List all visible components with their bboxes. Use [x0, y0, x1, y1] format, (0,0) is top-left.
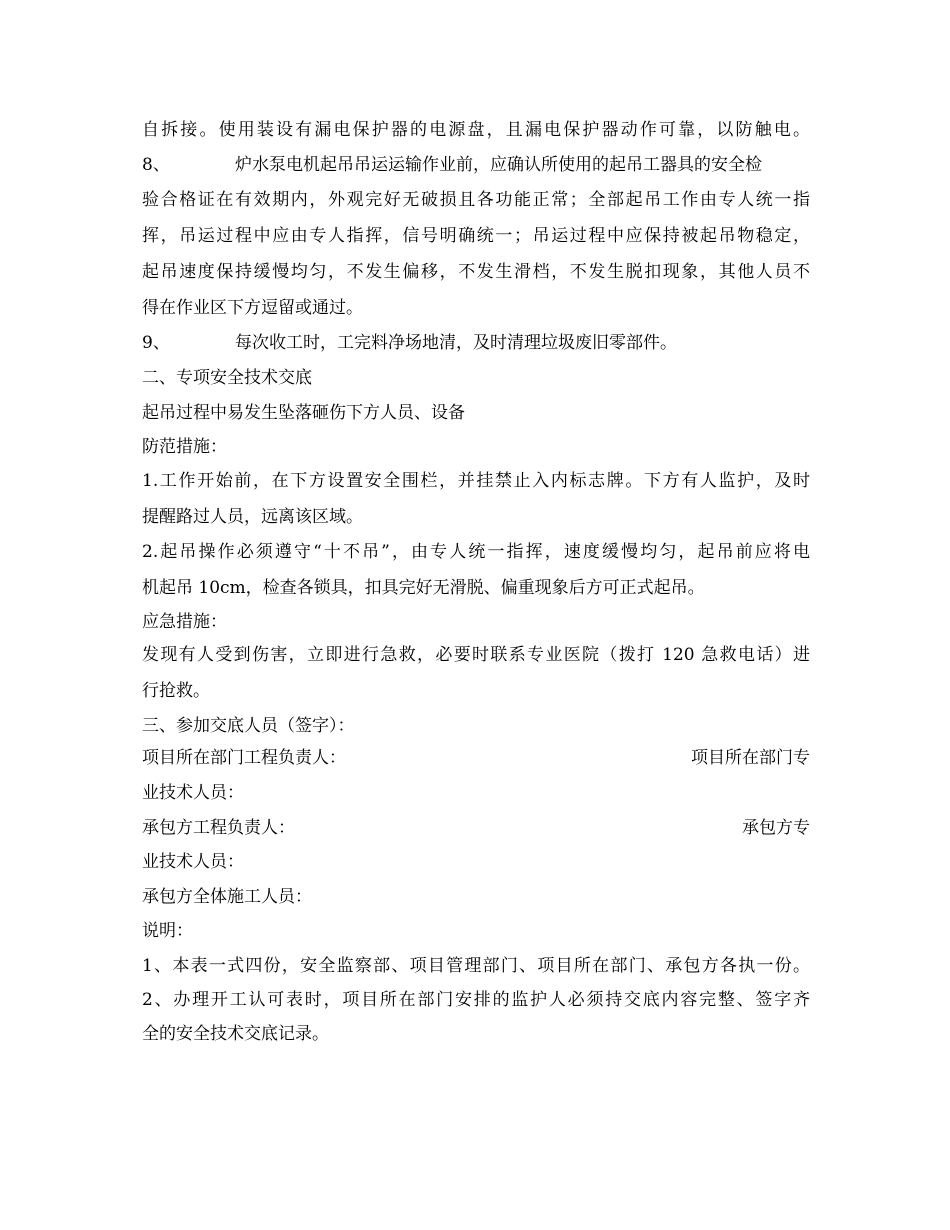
subheading-prevention: 防范措施： — [142, 437, 227, 457]
note-item: 1、本表一式四份，安全监察部、项目管理部门、项目所在部门、承包方各执一份。 — [142, 956, 810, 976]
signature-label: 项目所在部门工程负责人： — [142, 748, 346, 768]
text-line: 业技术人员： — [142, 852, 244, 872]
text-line: 挥，吊运过程中应由专人指挥，信号明确统一；吊运过程中应保持被起吊物稳定， — [142, 226, 810, 246]
text-line: 自拆接。使用装设有漏电保护器的电源盘，且漏电保护器动作可靠，以防触电。 — [142, 120, 810, 140]
text-line: 提醒路过人员，远离该区域。 — [142, 507, 363, 527]
section-heading: 二、专项安全技术交底 — [142, 368, 312, 388]
note-item: 2、办理开工认可表时，项目所在部门安排的监护人必须持交底内容完整、签字齐 — [142, 990, 810, 1010]
list-number: 9、 — [142, 333, 170, 353]
list-item-9 — [142, 333, 810, 353]
list-item-text: 炉水泵电机起吊吊运运输作业前，应确认所使用的起吊工器具的安全检 — [235, 155, 762, 175]
hazard-description: 起吊过程中易发生坠落砸伤下方人员、设备 — [142, 403, 465, 423]
signature-label: 项目所在部门专 — [691, 748, 810, 768]
signature-label: 承包方全体施工人员： — [142, 887, 312, 907]
text-line: 得在作业区下方逗留或通过。 — [142, 298, 363, 318]
signature-row — [142, 748, 810, 768]
subheading-emergency: 应急措施： — [142, 612, 227, 632]
signature-label: 承包方工程负责人： — [142, 818, 295, 838]
list-item-text: 每次收工时，工完料净场地清，及时清理垃圾废旧零部件。 — [235, 333, 677, 353]
text-line: 机起吊 10cm，检查各锁具，扣具完好无滑脱、偏重现象后方可正式起吊。 — [142, 578, 705, 598]
signature-label: 承包方专 — [742, 818, 810, 838]
text-line: 全的安全技术交底记录。 — [142, 1024, 329, 1044]
list-number: 8、 — [142, 155, 170, 175]
text-line: 验合格证在有效期内，外观完好无破损且各功能正常；全部起吊工作由专人统一指 — [142, 190, 810, 210]
text-line: 发现有人受到伤害，立即进行急救，必要时联系专业医院（拨打 120 急救电话）进 — [142, 645, 810, 665]
text-line: 2.起吊操作必须遵守“十不吊”，由专人统一指挥，速度缓慢均匀，起吊前应将电 — [142, 542, 810, 562]
section-heading: 三、参加交底人员（签字）： — [142, 716, 355, 736]
text-line: 业技术人员： — [142, 783, 244, 803]
text-line: 1.工作开始前，在下方设置安全围栏，并挂禁止入内标志牌。下方有人监护，及时 — [142, 471, 810, 491]
signature-row — [142, 818, 810, 838]
subheading-notes: 说明： — [142, 921, 193, 941]
list-item-8 — [142, 155, 810, 175]
text-line: 行抢救。 — [142, 681, 210, 701]
text-line: 起吊速度保持缓慢均匀，不发生偏移，不发生滑档，不发生脱扣现象，其他人员不 — [142, 262, 810, 282]
